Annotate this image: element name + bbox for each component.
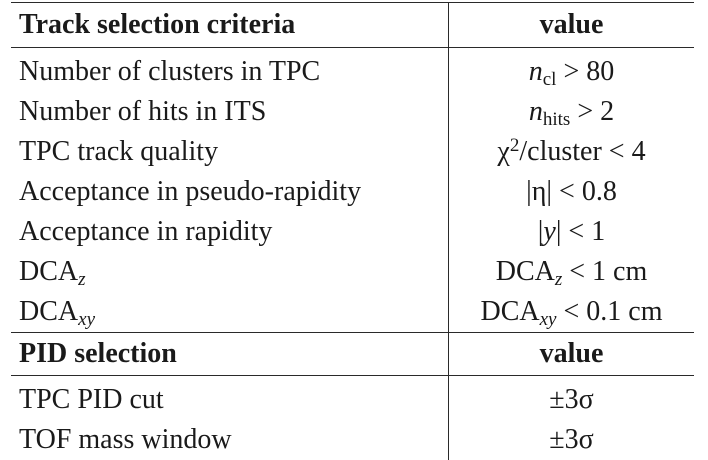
criterion-label: Acceptance in rapidity (19, 216, 273, 247)
table-row (11, 420, 694, 460)
criterion-value: nhits > 2 (449, 92, 695, 132)
selection-criteria-table (11, 2, 694, 460)
table-row (11, 212, 694, 252)
criterion-value: ncl > 80 (449, 48, 695, 93)
table-row (11, 292, 694, 333)
value-header: value (449, 333, 695, 376)
pid-selection-header-row (11, 333, 694, 376)
table-row (11, 132, 694, 172)
criterion-value: |η| < 0.8 (449, 172, 695, 212)
criterion-value: $\chi^2$/cluster < 4 (449, 132, 695, 172)
criterion-label: Number of clusters in TPC (19, 56, 321, 87)
criterion-label: DCAxy (19, 296, 96, 331)
track-selection-header-row (11, 3, 694, 48)
table-row (11, 172, 694, 212)
track-selection-header: Track selection criteria (11, 3, 449, 48)
value-header: value (449, 3, 695, 48)
criterion-value: DCAxy < 0.1 cm (449, 292, 695, 333)
criterion-value: DCAz < 1 cm (449, 252, 695, 292)
pid-selection-header: PID selection (11, 333, 449, 376)
criterion-label: DCAz (19, 256, 86, 291)
criterion-value: |y| < 1 (449, 212, 695, 252)
table-row (11, 92, 694, 132)
criterion-label: TPC PID cut (19, 384, 164, 415)
criterion-label: TPC track quality (19, 136, 219, 167)
criterion-label: Number of hits in ITS (19, 96, 267, 127)
criterion-label: TOF mass window (19, 424, 232, 455)
criterion-label: Acceptance in pseudo-rapidity (19, 176, 362, 207)
table-row (11, 48, 694, 93)
criterion-value: ±3σ (449, 376, 695, 421)
criterion-value: ±3σ (449, 420, 695, 460)
table-row (11, 252, 694, 292)
table-row (11, 376, 694, 421)
